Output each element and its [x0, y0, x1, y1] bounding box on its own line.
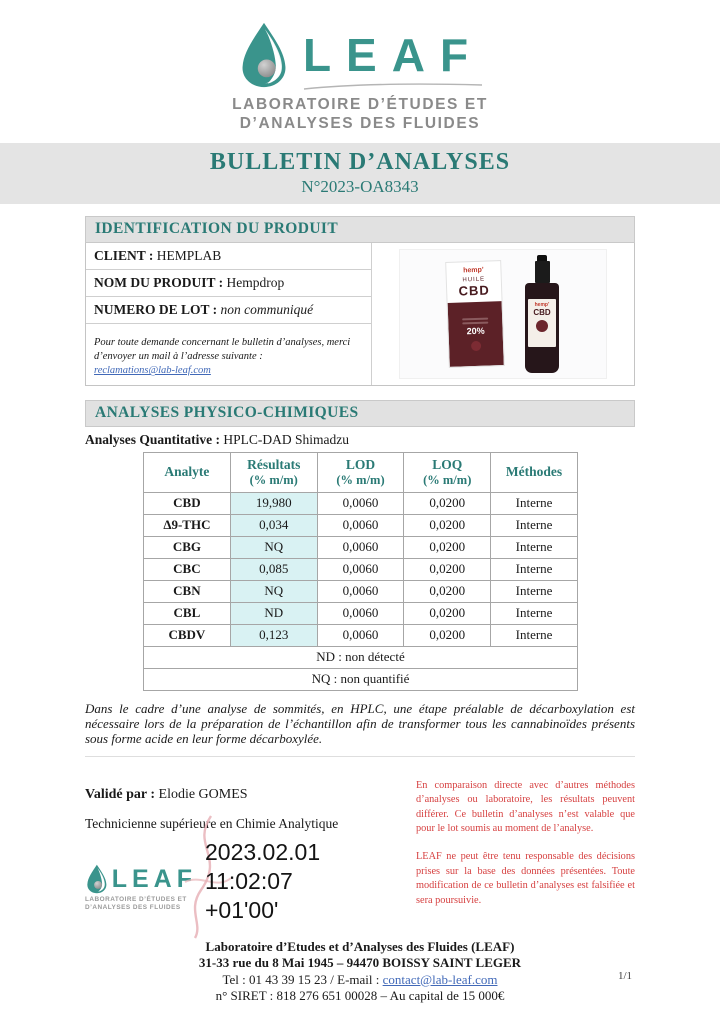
stamp-logo-subtitle-line2: D’ANALYSES DES FLUIDES: [85, 904, 181, 911]
validated-by-name: Elodie GOMES: [158, 786, 248, 802]
disclaimer-paragraph-2: LEAF ne peut être tenu responsable des décisions prises sur la base des données présentées. Toute modification de ce bulletin d’analyses est falsifiée et sera poursuivie.: [416, 850, 635, 906]
product-bottle-art: [525, 255, 559, 373]
cell-lod: 0,0060: [317, 536, 404, 558]
cell-methode: Interne: [491, 514, 578, 536]
footer-tel: Tel : 01 43 39 15 23 / E-mail :: [222, 971, 383, 987]
stamp-leaf-icon: [85, 864, 109, 894]
cell-analyte: CBD: [144, 492, 231, 514]
method-value: HPLC-DAD Shimadzu: [223, 431, 349, 447]
cell-methode: Interne: [491, 624, 578, 646]
cell-resultat: 0,085: [230, 558, 317, 580]
column-header: Résultats (% m/m): [230, 452, 317, 492]
result-row: [144, 580, 578, 602]
product-box-panel: [448, 301, 504, 367]
logo-subtitle: [232, 95, 488, 133]
cell-resultat: 19,980: [230, 492, 317, 514]
cell-analyte: CBG: [144, 536, 231, 558]
cell-analyte: CBDV: [144, 624, 231, 646]
reclamations-email-link[interactable]: reclamations@lab-leaf.com: [94, 365, 211, 377]
cell-lod: 0,0060: [317, 602, 404, 624]
bottle-dropper-top: [537, 255, 547, 261]
stamp-logo: [85, 864, 197, 912]
result-row: [144, 536, 578, 558]
cell-loq: 0,0200: [404, 580, 491, 602]
cell-loq: 0,0200: [404, 514, 491, 536]
analyses-section: [85, 400, 635, 757]
logo-swoosh-line: [302, 82, 484, 90]
identification-box: [85, 243, 635, 386]
cell-analyte: Δ9-THC: [144, 514, 231, 536]
validated-by-line: [85, 787, 405, 803]
bulletin-title: BULLETIN D’ANALYSES: [209, 149, 511, 175]
box-decor-line: [462, 321, 488, 324]
field-label: CLIENT :: [94, 248, 154, 263]
decarboxylation-note: Dans le cadre d’une analyse de sommités, en HPLC, une étape préalable de décarboxylation est nécessaire lors de la préparation de l’échantillon afin de transformer tous les cannabinoïdes présents sous forme acide en leur forme décarboxylée.: [85, 701, 635, 757]
identification-section: [85, 216, 635, 386]
product-photo-cell: [371, 243, 634, 385]
table-footnote: ND : non détecté: [144, 646, 578, 668]
results-header-row: [144, 452, 578, 492]
validator-title: Technicienne supérieure en Chimie Analytique: [85, 815, 339, 831]
method-line: [85, 432, 635, 448]
page-number: 1/1: [617, 970, 632, 982]
disclaimer-block: [416, 775, 635, 925]
footer-address: 31-33 rue du 8 Mai 1945 – 94470 BOISSY SAINT LEGER: [198, 955, 522, 970]
bulletin-title-banner: [0, 143, 720, 204]
cell-methode: Interne: [491, 536, 578, 558]
cell-loq: 0,0200: [404, 558, 491, 580]
cell-resultat: ND: [230, 602, 317, 624]
bottle-dropper-cap: [535, 261, 550, 283]
reclamation-note-text: Pour toute demande concernant le bulletin d’analyses, merci d’envoyer un mail à l’adresse suivante :: [94, 337, 351, 363]
validation-left: [85, 775, 405, 925]
disclaimer-paragraph-1: En comparaison directe avec d’autres méthodes d’analyses ou laboratoire, les résultats peuvent différer. Ce bulletin d’analyses n’est valable que pour le lot soumis au moment de l’analyse.: [416, 779, 635, 835]
cell-methode: Interne: [491, 602, 578, 624]
column-header: LOQ (% m/m): [404, 452, 491, 492]
cell-lod: 0,0060: [317, 492, 404, 514]
cell-loq: 0,0200: [404, 602, 491, 624]
bottle-label-blob: [536, 320, 548, 332]
product-box-cbd: CBD: [458, 282, 491, 299]
column-header: LOD (% m/m): [317, 452, 404, 492]
box-decor-dot: [471, 340, 481, 350]
product-box-art: [445, 260, 505, 368]
field-label: NOM DU PRODUIT :: [94, 275, 224, 290]
cell-resultat: 0,034: [230, 514, 317, 536]
result-row: [144, 558, 578, 580]
leaf-logo: [237, 22, 483, 88]
cell-methode: Interne: [491, 492, 578, 514]
validated-by-label: Validé par :: [85, 786, 156, 802]
signature-timestamp: [205, 838, 320, 925]
reclamation-note: [86, 324, 371, 385]
identification-section-title: IDENTIFICATION DU PRODUIT: [85, 216, 635, 243]
bottle-label: [528, 299, 556, 347]
cell-methode: Interne: [491, 558, 578, 580]
product-photo: [400, 250, 606, 378]
header-logo-block: [0, 0, 720, 133]
identification-fields: [86, 243, 371, 385]
cell-resultat: NQ: [230, 580, 317, 602]
column-header: Méthodes: [491, 452, 578, 492]
timestamp-date: 2023.02.01: [205, 838, 321, 865]
footer-contact-line: [0, 972, 720, 989]
result-row: [144, 492, 578, 514]
footnote-row: [144, 646, 578, 668]
cell-analyte: CBL: [144, 602, 231, 624]
cell-lod: 0,0060: [317, 624, 404, 646]
bulletin-number: N°2023-OA8343: [301, 177, 419, 196]
cell-methode: Interne: [491, 580, 578, 602]
identification-field-row: [86, 270, 371, 297]
results-table-body: [144, 492, 578, 690]
logo-subtitle-line1: LABORATOIRE D’ÉTUDES ET: [232, 96, 488, 113]
result-row: [144, 624, 578, 646]
logo-wordmark: LEAF: [302, 29, 484, 81]
footer: [0, 939, 720, 1005]
stamp-logo-wordmark: LEAF: [111, 864, 197, 893]
footer-lab-name: Laboratoire d’Etudes et d’Analyses des Fluides (LEAF): [205, 938, 515, 954]
cell-analyte: CBN: [144, 580, 231, 602]
cell-loq: 0,0200: [404, 624, 491, 646]
stamp-logo-subtitle-line1: LABORATOIRE D’ÉTUDES ET: [85, 896, 187, 903]
footnote-row: [144, 668, 578, 690]
box-decor-line: [462, 317, 488, 320]
bottle-body: [525, 283, 559, 373]
field-value: Hempdrop: [223, 275, 285, 290]
product-box-huile: HUILE: [462, 276, 486, 284]
bottle-label-brand: hemp’: [534, 301, 550, 308]
footer-siret: n° SIRET : 818 276 651 00028 – Au capital de 15 000€: [215, 988, 505, 1003]
timestamp-timezone: +01'00': [205, 896, 279, 923]
signature-area: [85, 838, 405, 925]
field-value: HEMPLAB: [153, 248, 222, 263]
product-box-brand: hemp’: [463, 266, 484, 275]
logo-subtitle-line2: D’ANALYSES DES FLUIDES: [239, 115, 481, 132]
table-footnote: NQ : non quantifié: [144, 668, 578, 690]
cell-analyte: CBC: [144, 558, 231, 580]
cell-lod: 0,0060: [317, 514, 404, 536]
cell-resultat: NQ: [230, 536, 317, 558]
document-content: [85, 216, 635, 925]
identification-field-row: [86, 243, 371, 270]
field-label: NUMERO DE LOT :: [94, 302, 218, 317]
column-header: Analyte: [144, 452, 231, 492]
analyses-section-title: ANALYSES PHYSICO-CHIMIQUES: [85, 400, 635, 427]
cell-lod: 0,0060: [317, 558, 404, 580]
result-row: [144, 514, 578, 536]
leaf-drop-icon: [237, 22, 291, 88]
cell-resultat: 0,123: [230, 624, 317, 646]
results-table-head: [144, 452, 578, 492]
cell-loq: 0,0200: [404, 536, 491, 558]
product-box-percent: 20%: [466, 324, 485, 336]
stamp-logo-subtitle: [85, 896, 197, 912]
identification-field-row: [86, 297, 371, 324]
method-label: Analyses Quantitative :: [85, 431, 220, 447]
validation-section: [85, 775, 635, 925]
cell-lod: 0,0060: [317, 580, 404, 602]
timestamp-time: 11:02:07: [205, 867, 293, 894]
cell-loq: 0,0200: [404, 492, 491, 514]
bottle-label-cbd: CBD: [533, 307, 551, 317]
field-value: non communiqué: [217, 302, 314, 317]
result-row: [144, 602, 578, 624]
results-table: [143, 452, 578, 691]
contact-email-link[interactable]: contact@lab-leaf.com: [382, 971, 498, 987]
stamp-logo-row: [85, 864, 197, 894]
